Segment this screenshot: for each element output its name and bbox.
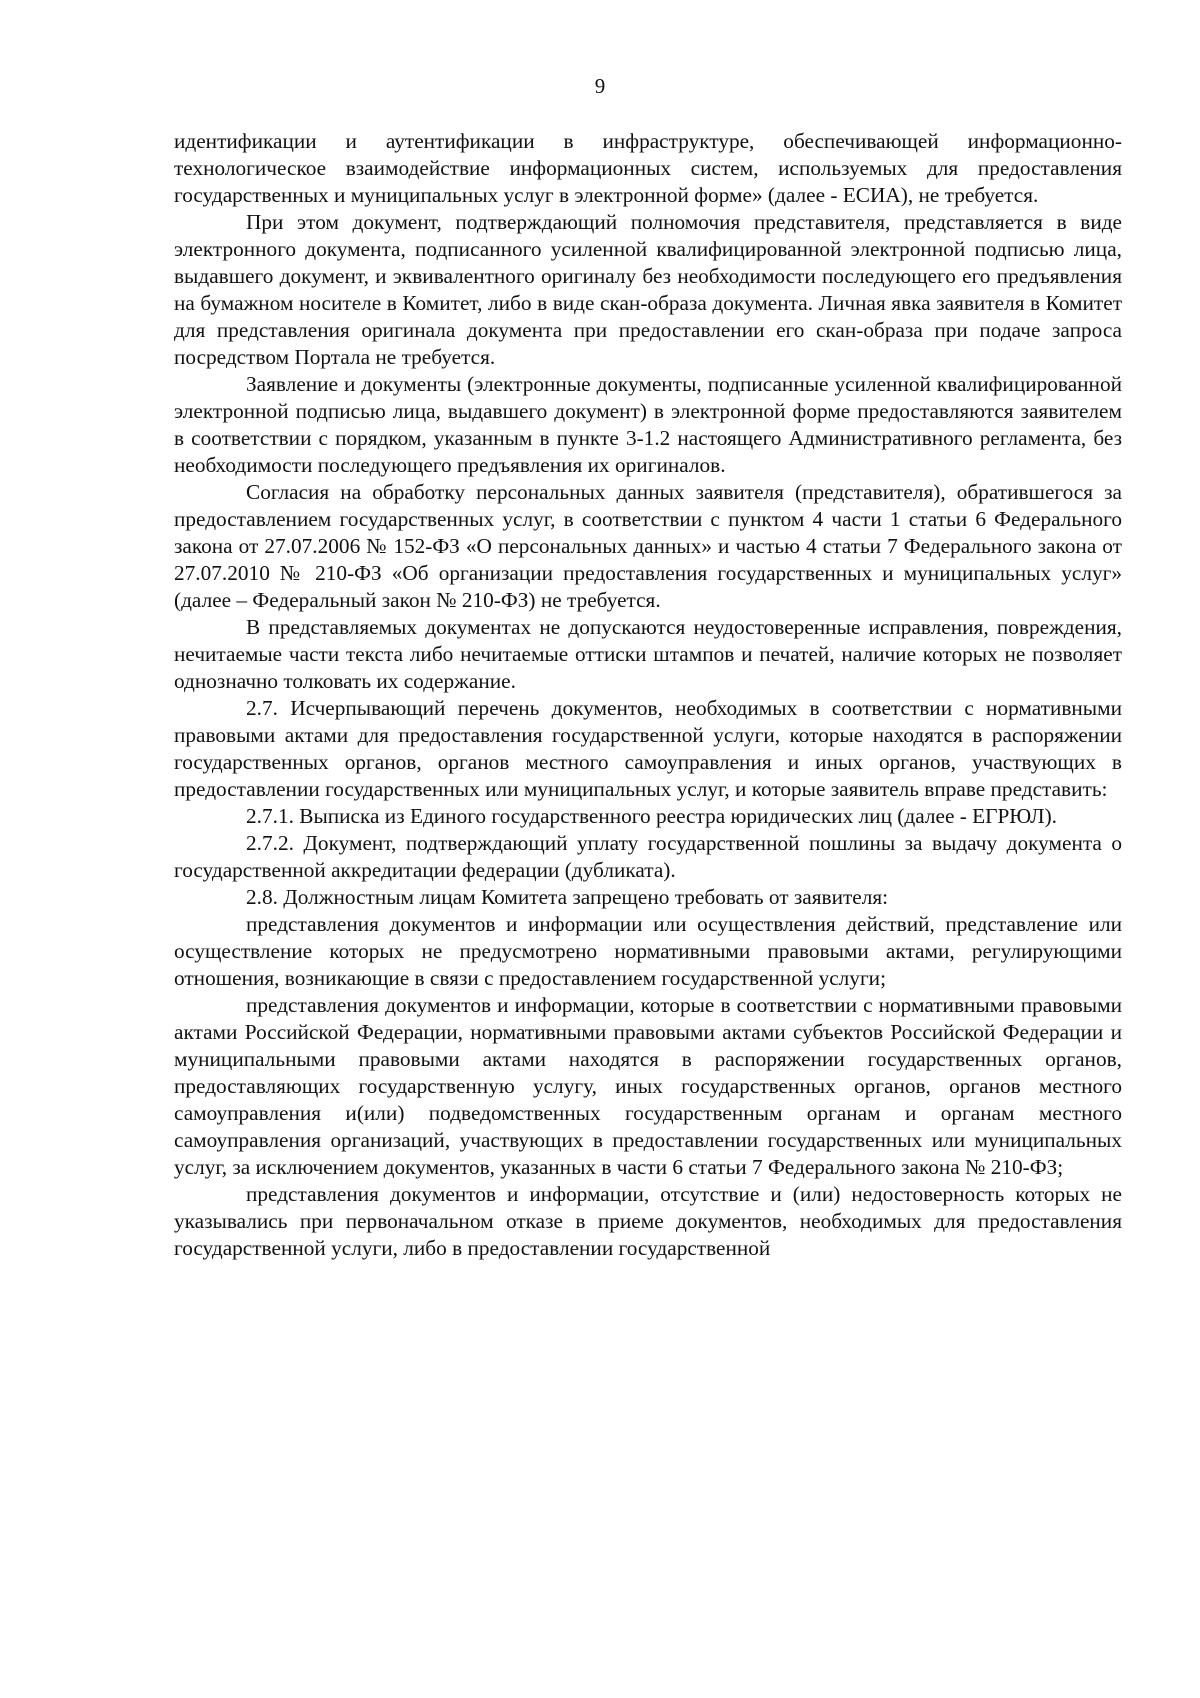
paragraph: 2.7.2. Документ, подтверждающий уплату государственной пошлины за выдачу документа о государственной аккредитации федерации (дубликата). xyxy=(174,831,1122,882)
paragraph: При этом документ, подтверждающий полномочия представителя, представляется в виде электронного документа, подписанного усиленной квалифицированной электронной подписью лица, выдавшего документ, и эквивалентного оригиналу без необходимости последующего его предъявления на бумажном носителе в Комитет, либо в виде скан-образа документа. Личная явка заявителя в Комитет для представления оригинала документа при предоставлении его скан-образа при подаче запроса посредством Портала не требуется. xyxy=(174,210,1122,369)
paragraph: 2.7. Исчерпывающий перечень документов, необходимых в соответствии с нормативными правовыми актами для предоставления государственной услуги, которые находятся в распоряжении государственных органов, органов местного самоуправления и иных органов, участвующих в предоставлении государственных или муниципальных услуг, и которые заявитель вправе представить: xyxy=(174,696,1122,801)
paragraph: Заявление и документы (электронные документы, подписанные усиленной квалифицированной электронной подписью лица, выдавшего документ) в электронной форме предоставляются заявителем в соответствии с порядком, указанным в пункте 3-1.2 настоящего Административного регламента, без необходимости последующего предъявления их оригиналов. xyxy=(174,372,1122,477)
paragraph: 2.7.1. Выписка из Единого государственного реестра юридических лиц (далее - ЕГРЮЛ). xyxy=(246,804,1057,828)
paragraph: представления документов и информации, отсутствие и (или) недостоверность которых не указывались при первоначальном отказе в приеме документов, необходимых для предоставления государственной услуги, либо в предоставлении государственной xyxy=(174,1182,1122,1260)
paragraph: представления документов и информации, которые в соответствии с нормативными правовыми актами Российской Федерации, нормативными правовыми актами субъектов Российской Федерации и муниципальными правовыми актами находятся в распоряжении государственных органов, предоставляющих государственную услугу, иных государственных органов, органов местного самоуправления и(или) подведомственных государственным органам и органам местного самоуправления организаций, участвующих в предоставлении государственных или муниципальных услуг, за исключением документов, указанных в части 6 статьи 7 Федерального закона № 210-ФЗ; xyxy=(174,993,1122,1179)
paragraph: 2.8. Должностным лицам Комитета запрещено требовать от заявителя: xyxy=(246,885,889,909)
paragraph: В представляемых документах не допускаются неудостоверенные исправления, повреждения, нечитаемые части текста либо нечитаемые оттиски штампов и печатей, наличие которых не позволяет однозначно толковать их содержание. xyxy=(174,615,1122,693)
page-number: 9 xyxy=(594,74,606,98)
paragraph: представления документов и информации или осуществления действий, представление или осуществление которых не предусмотрено нормативными правовыми актами, регулирующими отношения, возникающие в связи с предоставлением государственной услуги; xyxy=(174,912,1122,990)
document-body xyxy=(174,128,1122,1262)
paragraph: Согласия на обработку персональных данных заявителя (представителя), обратившегося за предоставлением государственных услуг, в соответствии с пунктом 4 части 1 статьи 6 Федерального закона от 27.07.2006 № 152-ФЗ «О персональных данных» и частью 4 статьи 7 Федерального закона от 27.07.2010 № 210-ФЗ «Об организации предоставления государственных и муниципальных услуг» (далее – Федеральный закон № 210-ФЗ) не требуется. xyxy=(174,480,1122,612)
paragraph: идентификации и аутентификации в инфраструктуре, обеспечивающей информационно-технологическое взаимодействие информационных систем, используемых для предоставления государственных и муниципальных услуг в электронной форме» (далее - ЕСИА), не требуется. xyxy=(174,129,1122,207)
